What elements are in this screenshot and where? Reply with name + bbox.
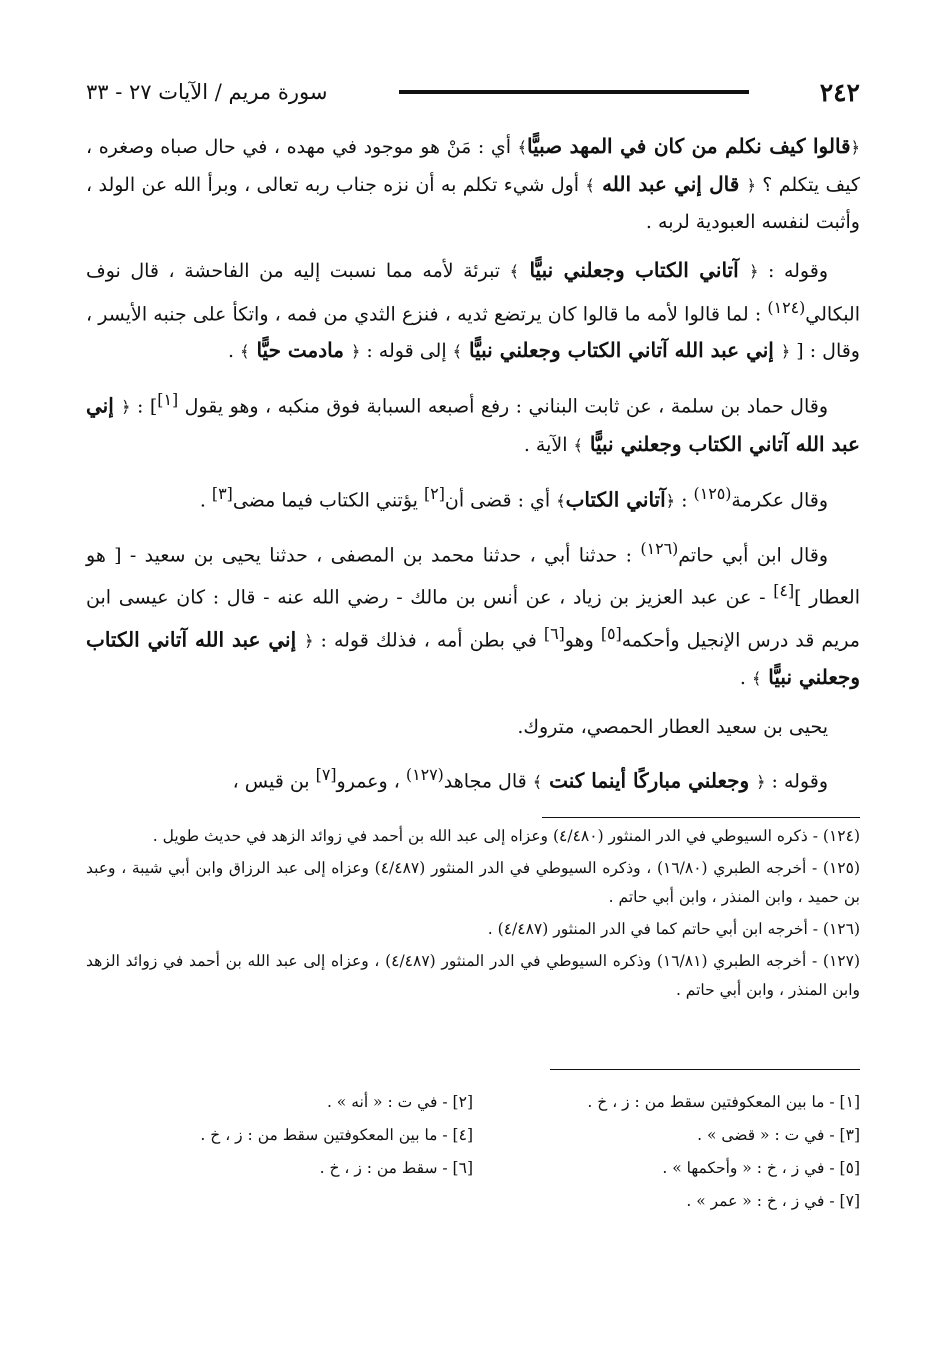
paragraph-text: بن قيس ، [232,770,316,793]
paragraph-text: أول شيء تكلم به أن نزه جناب ربه تعالى ، وبرأ الله عن الولد ، وأثبت لنفسه العبودية لربه . [86,174,860,233]
textual-variants [86,1086,860,1218]
variant-ref[interactable]: [٦] [543,623,565,643]
paragraph-text: وقال حماد بن سلمة ، عن ثابت البناني : رفع أصبعه السبابة فوق منكبه ، وهو يقول [178,395,828,418]
paragraph-text: وقوله : [765,770,828,793]
quran-open-bracket: ﴿ [350,342,361,362]
variant-note: [٣] - في ت : « قضى » . [697,1126,860,1144]
paragraph-text: تبرئة لأمه مما نسبت إليه من الفاحشة ، قال نوف البكالي [86,260,860,326]
quran-quote: آتاني الكتاب وجعلني نبيًّا [519,258,750,282]
main-text [86,128,860,812]
variants-divider [550,1069,860,1070]
quran-open-bracket: ﴿ [850,138,860,157]
paragraph-text: : [130,395,150,418]
variant-ref[interactable]: [٥] [600,623,622,643]
variant-ref[interactable]: [٣] [211,483,233,503]
quran-close-bracket: ﴾ [509,262,520,281]
footnote-ref[interactable]: (١٢٤) [767,298,806,317]
paragraph-text: في بطن أمه ، فذلك قوله : [313,628,544,651]
variant-note: [٧] - في ز ، خ : « عمر » . [686,1192,860,1210]
variant-note: [٤] - ما بين المعكوفتين سقط من : ز ، خ . [200,1126,473,1144]
running-title: سورة مريم / الآيات ٢٧ - ٣٣ [86,80,328,104]
quran-quote: مادمت حيًّا [249,338,351,363]
page-header [86,72,860,112]
footnote: (١٢٦) - أخرجه ابن أبي حاتم كما في الدر المنثور (٤/٤٨٧) . [487,920,860,938]
footnote: (١٢٤) - ذكره السيوطي في الدر المنثور (٤/٤٨٠) وعزاه إلى عبد الله بن أحمد في زوائد الزهد في حديث طويل . [152,827,860,845]
paragraph-text: وقال عكرمة [731,488,828,511]
paragraph [86,252,860,370]
footnote: (١٢٧) - أخرجه الطبري (١٦/٨١) وذكره السيوطي في الدر المنثور (٤/٤٨٧) ، وعزاه إلى عبد الله بن أحمد في زوائد الزهد وابن المنذر ، وابن أبي حاتم . [86,952,860,999]
header-rule [399,90,749,94]
footnote-ref[interactable]: (١٢٦) [640,538,679,558]
paragraph-text: : [675,488,694,511]
quran-close-bracket: ﴾ [240,342,250,362]
quran-quote: إني عبد الله آتاني الكتاب وجعلني نبيًّا [462,338,781,363]
paragraph-text: قال مجاهد [443,770,533,793]
quran-quote: إني عبد الله آتاني الكتاب وجعلني نبيًّا [86,393,860,456]
paragraph-text: : لما قالوا لأمه ما قالوا كان يرتضع ثديه ، فنزع الثدي من فمه ، واتكأ على جنبه الأيسر ، وقال : [ [86,303,860,363]
paragraph-text: : حدثنا أبي ، حدثنا محمد بن المصفى ، حدثنا يحيى بن سعيد - [ هو العطار ] [86,544,860,609]
paragraph [86,709,860,745]
variant-note: [٦] - سقط من : ز ، خ . [319,1159,473,1177]
quran-close-bracket: ﴾ [517,138,527,157]
variants-row [86,1119,860,1152]
quran-close-bracket: ﴾ [585,176,595,195]
quran-close-bracket: ﴾ [751,668,762,688]
footnote: (١٢٥) - أخرجه الطبري (١٦/٨٠) ، وذكره السيوطي في الدر المنثور (٤/٤٨٧) وعزاه إلى عبد الرزاق وابن أبي شيبة ، وعبد بن حميد ، وابن المنذر ، وابن أبي حاتم . [86,859,860,906]
variants-row [86,1152,860,1185]
quran-close-bracket: ﴾ [452,342,463,362]
paragraph [86,382,860,463]
quran-open-bracket: ﴿ [780,342,791,362]
paragraph [86,757,860,800]
quran-open-bracket: ﴿ [304,630,314,650]
paragraph-text: . [228,340,241,363]
quran-open-bracket: ﴿ [665,490,676,510]
footnote-ref[interactable]: (١٢٧) [405,764,444,784]
paragraph [86,531,860,697]
quran-quote: قالوا كيف نكلم من كان في المهد صبيًّا [527,134,851,158]
quran-open-bracket: ﴿ [121,397,131,417]
quran-open-bracket: ﴿ [756,772,766,792]
paragraph-text: - عن عبد العزيز بن زياد ، عن أنس بن مالك - رضي الله عنه - قال : كان عيسى ابن مريم قد درس الإنجيل وأحكمه [86,586,860,651]
paragraph-text: . [199,488,212,511]
variant-note: [٢] - في ت : « أنه » . [326,1093,473,1111]
variant-note [86,1185,473,1218]
footnote-divider [542,817,860,818]
paragraph-text: الآية . [523,433,574,456]
variant-ref[interactable]: [٢] [423,483,445,503]
paragraph-text: أي : قضى أن [444,488,557,511]
page-number: ٢٤٢ [819,77,860,107]
variant-note: [١] - ما بين المعكوفتين سقط من : ز ، خ . [587,1093,860,1111]
paragraph [86,476,860,519]
variant-ref[interactable]: [٤] [773,581,795,601]
variant-ref[interactable]: [٧] [315,764,337,784]
paragraph-text: يؤتني الكتاب فيما مضى [232,488,424,511]
paragraph-text: وقال ابن أبي حاتم [678,544,829,567]
footnotes [86,822,860,1008]
quran-close-bracket: ﴾ [532,772,543,792]
paragraph-text: أي : مَنْ هو موجود في مهده ، في حال صباه وصغره ، كيف يتكلم ؟ [86,136,860,196]
quran-close-bracket: ﴾ [556,490,566,510]
paragraph-text: وهو [564,628,601,651]
paragraph-text: . [739,666,752,689]
quran-open-bracket: ﴿ [749,262,759,281]
paragraph-text: ، وعمرو [336,770,406,793]
quran-quote: وجعلني مباركًا أينما كنت [542,768,757,793]
quran-close-bracket: ﴾ [573,435,583,455]
variants-row [86,1185,860,1218]
variants-row [86,1086,860,1119]
paragraph-text: وقوله : [758,260,828,282]
quran-open-bracket: ﴿ [746,176,756,195]
variant-note: [٥] - في ز ، خ : « وأحكمها » . [662,1159,860,1177]
paragraph-text: إلى قوله : [360,340,453,363]
variant-ref[interactable]: [١] [157,390,179,410]
paragraph-text: ] [149,395,158,418]
paragraph-text: يحيى بن سعيد العطار الحمصي، متروك. [517,715,828,738]
quran-quote: آتاني الكتاب [565,486,666,511]
quran-quote: قال إني عبد الله [594,172,747,196]
paragraph [86,128,860,240]
quran-quote: إني عبد الله آتاني الكتاب وجعلني نبيًّا [86,626,860,689]
footnote-ref[interactable]: (١٢٥) [693,483,732,503]
